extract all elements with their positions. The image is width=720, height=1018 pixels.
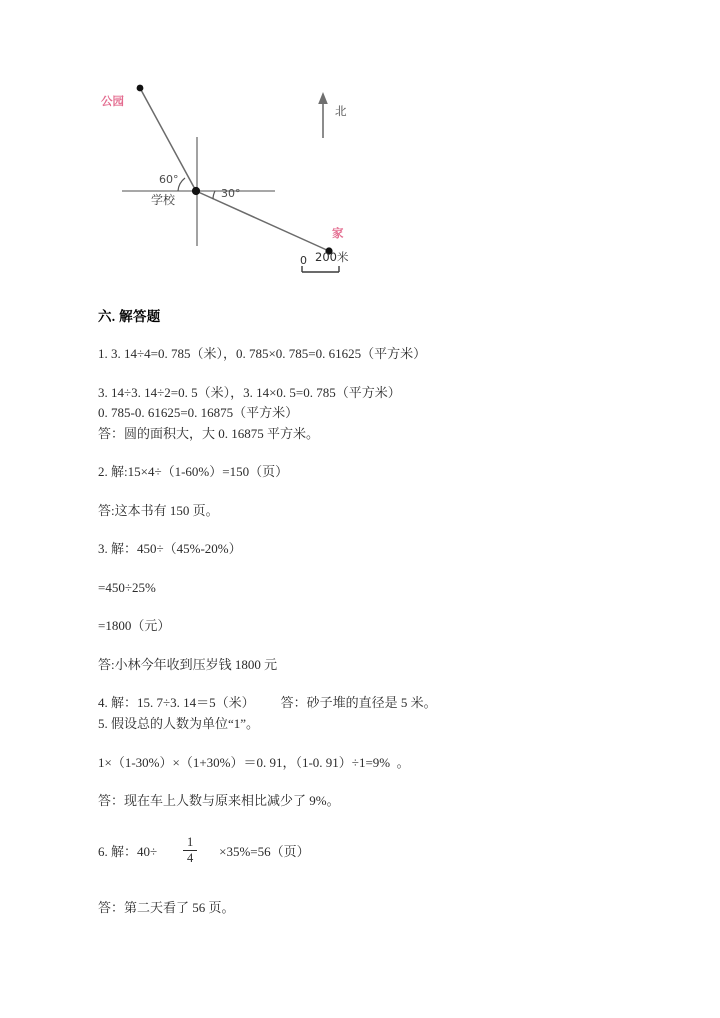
answer-line: 答:这本书有 150 页。 [98,502,219,518]
map-label-angle-60: 60° [159,173,179,186]
park-point [137,85,144,92]
answers-section [98,305,638,937]
fraction-tail-text: ×35%=56（页） [219,844,310,860]
section-heading: 六. 解答题 [98,309,161,324]
answer-line: 答：现在车上人数与原来相比减少了 9%。 [98,793,340,809]
answer-line: 3. 14÷3. 14÷2=0. 5（米），3. 14×0. 5=0. 785（平方米） [98,384,401,400]
angle-arc-30 [213,191,215,199]
answer-line: 1. 3. 14÷4=0. 785（米），0. 785×0. 785=0. 61625（平方米） [98,346,427,361]
school-point [192,187,200,195]
answer-line: 答:小林今年收到压岁钱 1800 元 [98,656,278,672]
answer-line: 1×（1-30%）×（1+30%）＝0. 91，（1-0. 91）÷1=9% 。 [98,754,410,770]
school-to-home-ray [196,191,329,251]
map-label-home: 家 [332,226,344,240]
map-label-north: 北 [335,104,347,118]
answer-line: 5. 假设总的人数为单位“1”。 [98,716,260,732]
map-label-scale-zero: 0 [300,254,307,267]
map-label-angle-30: 30° [221,187,241,200]
map-label-school: 学校 [151,193,176,207]
answer-line: =1800（元） [98,618,171,634]
answer-line-fraction [98,831,638,871]
fraction-lead-text: 6. 解：40÷ [98,844,158,860]
map-label-scale-distance: 200米 [315,250,349,264]
answer-line: 答：第二天看了 56 页。 [98,899,235,915]
answer-line: 答：圆的面积大，大 0. 16875 平方米。 [98,425,320,441]
north-arrow-head [318,92,328,104]
answer-line: 3. 解：450÷（45%-20%） [98,541,242,557]
answer-line: 4. 解：15. 7÷3. 14＝5（米） 答：砂子堆的直径是 5 米。 [98,695,437,711]
answer-line: =450÷25% [98,579,156,595]
fraction-numerator: 1 [187,835,194,850]
diagram-canvas [95,60,395,290]
answer-line: 2. 解:15×4÷（1-60%）=150（页） [98,464,289,480]
angle-arc-60 [178,178,185,191]
map-label-park: 公园 [101,94,124,108]
answer-line: 0. 785-0. 61625=0. 16875（平方米） [98,405,299,421]
fraction-one-quarter [183,836,197,865]
fraction-denominator: 4 [187,851,194,866]
direction-diagram [95,60,395,290]
